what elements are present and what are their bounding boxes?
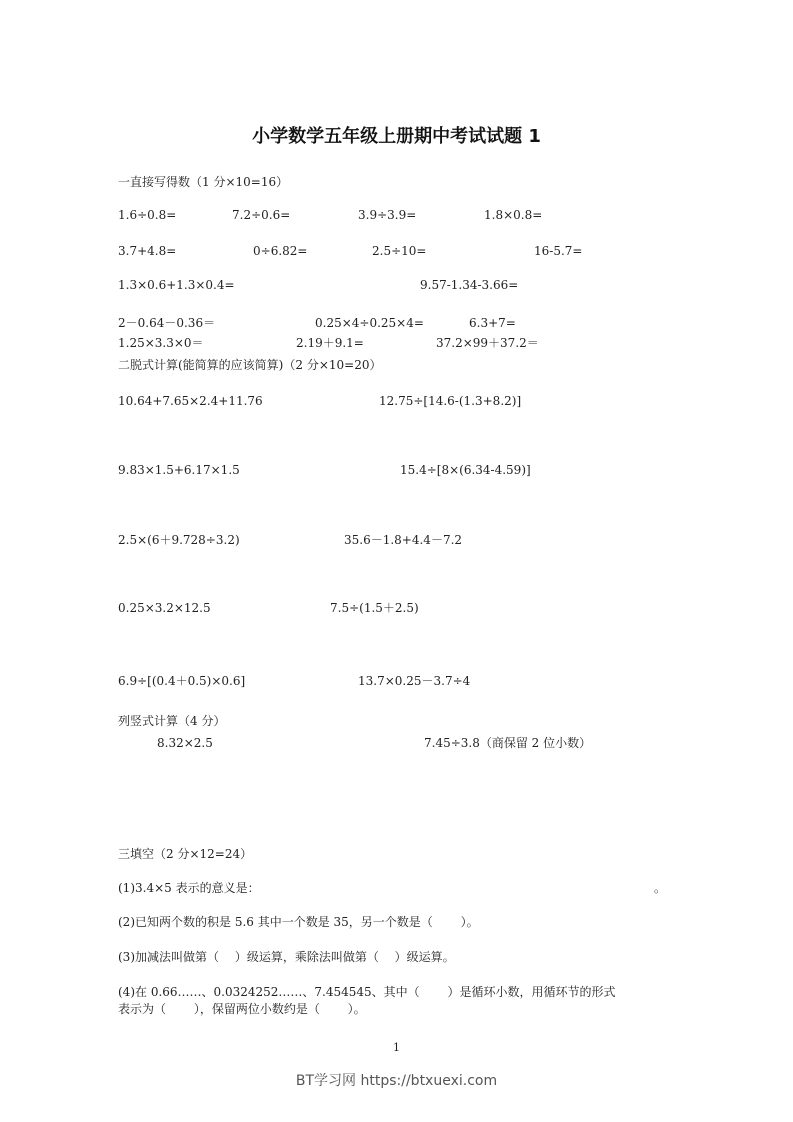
problem: 3.9÷3.9=	[358, 208, 417, 222]
problem: 1.3×0.6+1.3×0.4=	[118, 278, 235, 292]
problem: 3.7+4.8=	[118, 244, 177, 258]
question-4: (4)在 0.66……、0.0324252……、7.454545、其中（ ）是循环小数，用循环节的形式	[118, 985, 616, 999]
footer-watermark: BT学习网 https://btxuexi.com	[295, 1073, 498, 1089]
problem: 7.2÷0.6=	[232, 208, 291, 222]
problem: 2.19＋9.1=	[296, 336, 364, 350]
section-2-heading: 二脱式计算(能简算的应该简算)（2 分×10=20）	[118, 358, 382, 372]
problem: 2.5×(6＋9.728÷3.2)	[118, 533, 240, 547]
question-1: (1)3.4×5 表示的意义是：	[118, 881, 260, 895]
problem: 0÷6.82=	[253, 244, 308, 258]
page-number: 1	[393, 1041, 400, 1054]
problem: 12.75÷[14.6-(1.3+8.2)]	[379, 394, 522, 408]
problem: 16-5.7=	[534, 244, 583, 258]
problem: 15.4÷[8×(6.34-4.59)]	[400, 463, 531, 477]
problem: 13.7×0.25－3.7÷4	[358, 674, 471, 688]
question-2: (2)已知两个数的积是 5.6 其中一个数是 35，另一个数是（ ）。	[118, 915, 479, 929]
problem: 2－0.64－0.36＝	[118, 316, 216, 330]
problem: 9.83×1.5+6.17×1.5	[118, 463, 240, 477]
problem: 6.3+7=	[469, 316, 516, 330]
problem: 8.32×2.5	[157, 736, 213, 750]
problem: 37.2×99＋37.2＝	[436, 336, 539, 350]
problem: 1.25×3.3×0＝	[118, 336, 204, 350]
section-4-heading: 三填空（2 分×12=24）	[118, 847, 253, 861]
problem: 35.6－1.8+4.4－7.2	[344, 533, 463, 547]
question-3: (3)加减法叫做第（ ）级运算，乘除法叫做第（ ）级运算。	[118, 950, 455, 964]
section-3-heading: 列竖式计算（4 分）	[118, 714, 226, 728]
question-4-cont: 表示为（ ），保留两位小数约是（ ）。	[118, 1002, 366, 1016]
question-1-end: 。	[654, 881, 667, 895]
page-title: 小学数学五年级上册期中考试试题 1	[252, 126, 541, 147]
problem: 7.5÷(1.5＋2.5)	[330, 601, 419, 615]
problem: 1.8×0.8=	[484, 208, 543, 222]
problem: 2.5÷10=	[372, 244, 427, 258]
problem: 6.9÷[(0.4＋0.5)×0.6]	[118, 674, 246, 688]
problem: 9.57-1.34-3.66=	[420, 278, 519, 292]
problem: 10.64+7.65×2.4+11.76	[118, 394, 263, 408]
problem: 1.6÷0.8=	[118, 208, 177, 222]
section-1-heading: 一直接写得数（1 分×10=16）	[118, 175, 289, 189]
problem: 0.25×3.2×12.5	[118, 601, 211, 615]
problem: 7.45÷3.8（商保留 2 位小数）	[424, 736, 592, 750]
problem: 0.25×4÷0.25×4=	[315, 316, 424, 330]
